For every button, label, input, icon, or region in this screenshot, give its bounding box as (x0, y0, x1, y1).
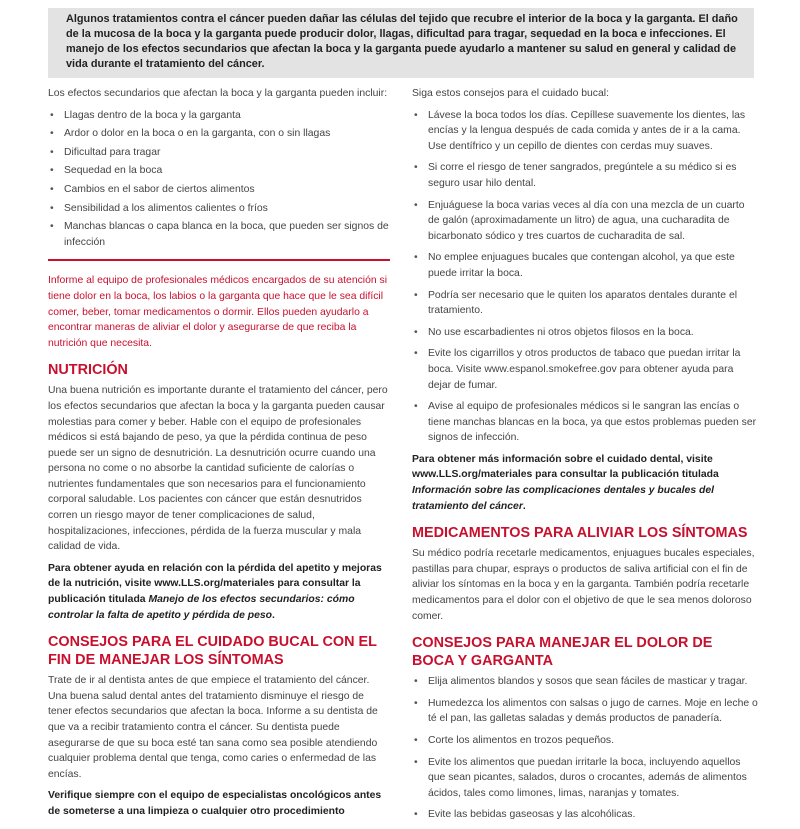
list-item: • Cambios en el sabor de ciertos alimentos (48, 182, 390, 198)
callout-note (48, 259, 390, 351)
intro-box (48, 8, 754, 78)
medications-heading: MEDICAMENTOS PARA ALIVIAR LOS SÍNTOMAS (412, 525, 748, 542)
dental-more-lead: Para obtener más información sobre el cuidado dental, visite www.LLS.org/materiales para consultar la publicación titulada (412, 453, 719, 481)
oral-care-tips-list (412, 108, 758, 446)
list-item: • Lávese la boca todos los días. Cepíllese suavemente los dientes, las encías y la lengua después de cada comida y antes de ir a la cama. Use dentífrico y un cepillo de dientes con cerdas muy suaves. (412, 108, 758, 155)
list-item: • Avise al equipo de profesionales médicos si le sangran las encías o tiene manchas blancas en la boca, ya que estos problemas pueden ser signos de infección. (412, 399, 758, 446)
tips-intro: Siga estos consejos para el cuidado bucal: (412, 88, 609, 99)
pain-tips-heading: CONSEJOS PARA MANEJAR EL DOLOR DE BOCA Y GARGANTA (412, 635, 713, 670)
list-item: • Llagas dentro de la boca y la garganta (48, 108, 390, 124)
effects-intro: Los efectos secundarios que afectan la boca y la garganta pueden incluir: (48, 88, 388, 99)
list-item: • Evite los cigarrillos y otros productos de tabaco que puedan irritar la boca. Visite www.espanol.smokefree.gov para obtener ayuda para dejar de fumar. (412, 346, 758, 393)
dental-care-body: Trate de ir al dentista antes de que empiece el tratamiento del cáncer. Una buena salud dental antes del tratamiento disminuye el riesgo de tener efectos secundarios que afectan la boca. Informe a su dentista de que va a recibir tratamiento contra el cáncer. Su dentista puede asegurarse de que su boca esté tan sana como sea posible atendiendo cualquier problema dental que tenga, como caries o enfermedad de las encías. (48, 675, 378, 780)
list-item: • Si corre el riesgo de tener sangrados, pregúntele a su médico si es seguro usar hilo dental. (412, 160, 758, 191)
dental-warning: Verifique siempre con el equipo de especialistas oncológicos antes de someterse a una limpieza o cualquier otro procedimiento (48, 790, 382, 817)
left-column (48, 86, 390, 826)
nutrition-more-info (48, 561, 390, 623)
list-item: • Dificultad para tragar (48, 145, 390, 161)
list-item: • No emplee enjuagues bucales que contengan alcohol, ya que este puede irritar la boca. (412, 250, 758, 281)
list-item: • Humedezca los alimentos con salsas o jugo de carnes. Moje en leche o té el pan, las galletas saladas y demás productos de panadería. (412, 696, 758, 727)
list-item: • Evite las bebidas gaseosas y las alcohólicas. (412, 807, 758, 823)
list-item: • Elija alimentos blandos y sosos que sean fáciles de masticar y tragar. (412, 674, 758, 690)
medications-body: Su médico podría recetarle medicamentos, enjuagues bucales especiales, pastillas para chupar, esprays o productos de saliva artificial con el fin de aliviar los síntomas en la boca y en la garganta. También podría recetarle medicamentos para el dolor con el objetivo de que le sea menos doloroso comer. (412, 548, 755, 622)
list-item: • Sensibilidad a los alimentos calientes o fríos (48, 201, 390, 217)
callout-text: Informe al equipo de profesionales médicos encargados de su atención si tiene dolor en la boca, los labios o la garganta que hace que le sea difícil comer, beber, tomar medicamentos o dormir. Ellos pueden ayudarlo a encontrar maneras de aliviar el dolor y asegurarse de que reciba la nutrición que necesita. (48, 275, 388, 349)
list-item: • Podría ser necesario que le quiten los aparatos dentales durante el tratamiento. (412, 288, 758, 319)
dental-more-info (412, 452, 758, 514)
list-item: • Corte los alimentos en trozos pequeños. (412, 733, 758, 749)
effects-list (48, 108, 390, 251)
list-item: • Ardor o dolor en la boca o en la garganta, con o sin llagas (48, 126, 390, 142)
list-item: • No use escarbadientes ni otros objetos filosos en la boca. (412, 325, 758, 341)
right-column (412, 86, 758, 829)
dental-publication-title[interactable]: Información sobre las complicaciones dentales y bucales del tratamiento del cáncer (412, 485, 715, 512)
dental-more-end: . (522, 500, 526, 512)
nutrition-more-lead: Para obtener ayuda en relación con la pérdida del apetito y mejoras de la nutrición, visite www.LLS.org/materiales para consultar la publicación titulada (48, 562, 382, 606)
list-item: • Manchas blancas o capa blanca en la boca, que pueden ser signos de infección (48, 219, 390, 250)
nutrition-body: Una buena nutrición es importante durante el tratamiento del cáncer, pero los efectos secundarios que afectan la boca y la garganta pueden causar molestias para comer y beber. Hable con el equipo de profesionales médicos si está bajando de peso, ya que la pérdida continua de peso puede ser un signo de desnutrición. La desnutrición ocurre cuando una persona no come o no absorbe la cantidad suficiente de calorías o nutrientes fundamentales que son necesarios para el funcionamiento corporal saludable. Los pacientes con cáncer que están desnutridos corren un riesgo mayor de tener complicaciones de salud, hospitalizaciones, infecciones, pérdida de la fuerza muscular y mala calidad de vida. (48, 385, 388, 553)
nutrition-more-end: . (272, 609, 275, 621)
dental-care-heading: CONSEJOS PARA EL CUIDADO BUCAL CON EL FIN DE MANEJAR LOS SÍNTOMAS (48, 634, 377, 669)
list-item: • Enjuáguese la boca varias veces al día con una mezcla de un cuarto de galón (aproximadamente un litro) de agua, una cucharadita de bicarbonato sódico y tres cuartos de cucharadita de sal. (412, 198, 758, 245)
list-item: • Evite los alimentos que puedan irritarle la boca, incluyendo aquellos que sean picantes, salados, duros o crocantes, además de alimentos ácidos, tales como limones, limas, naranjas y tomates. (412, 755, 758, 802)
pain-tips-list (412, 674, 758, 823)
list-item: • Sequedad en la boca (48, 163, 390, 179)
nutrition-heading: NUTRICIÓN (48, 362, 128, 379)
intro-text: Algunos tratamientos contra el cáncer pueden dañar las células del tejido que recubre el interior de la boca y la garganta. El daño de la mucosa de la boca y la garganta puede producir dolor, llagas, dificultad para tragar, sequedad en la boca e infecciones. El manejo de los efectos secundarios que afectan la boca y la garganta puede ayudarlo a mantener su salud en general y calidad de vida durante el tratamiento del cáncer. (66, 13, 738, 70)
nutrition-publication-title[interactable]: Manejo de los efectos secundarios: cómo controlar la falta de apetito y pérdida de peso (48, 594, 355, 621)
